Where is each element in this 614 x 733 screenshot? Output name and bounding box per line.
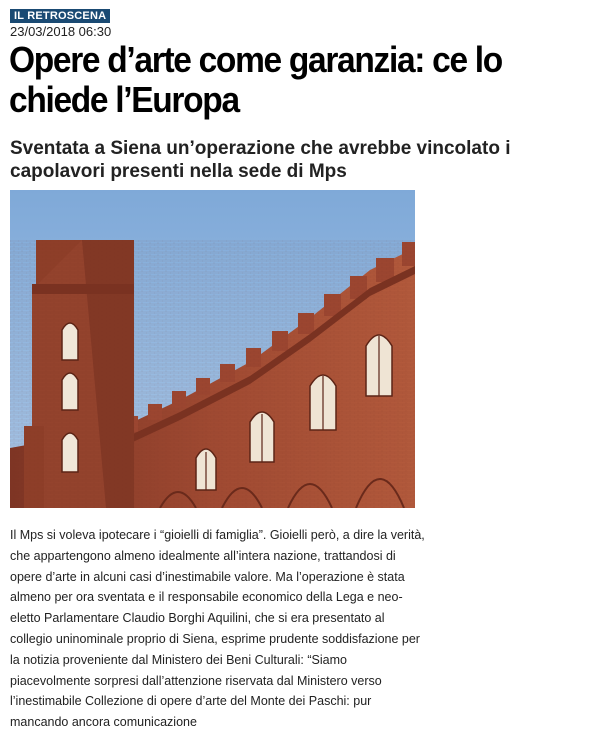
article-paragraph: Il Mps si voleva ipotecare i “gioielli di famiglia”. Gioielli però, a dire la verità, che appartengono almeno idealmente all’intera nazione, trattandosi di opere d’arte in alcuni casi d’inestimabile valore. Ma l’operazione è stata almeno per ora sventata e il responsabile economico della Lega e neo-eletto Parlamentare Claudio Borghi Aquilini, che si era presentato al collegio uninominale proprio di Siena, esprime prudente soddisfazione per la notizia proveniente dal Ministero dei Beni Culturali: “Siamo piacevolmente sorpresi dall’attenzione riservata dal Ministero verso l’inestimabile Collezione di opere d’arte del Monte dei Paschi: pur mancando ancora comunicazione [10,528,425,730]
article-body [10,525,425,733]
article-subtitle: Sventata a Siena un’operazione che avrebbe vincolato i capolavori presenti nella sede di Mps [10,138,511,182]
section-tag[interactable]: IL RETROSCENA [10,9,110,23]
publish-datetime: 23/03/2018 06:30 [10,24,112,39]
article-photo [10,190,415,508]
article-title: Opere d’arte come garanzia: ce lo chiede l’Europa [9,39,502,120]
